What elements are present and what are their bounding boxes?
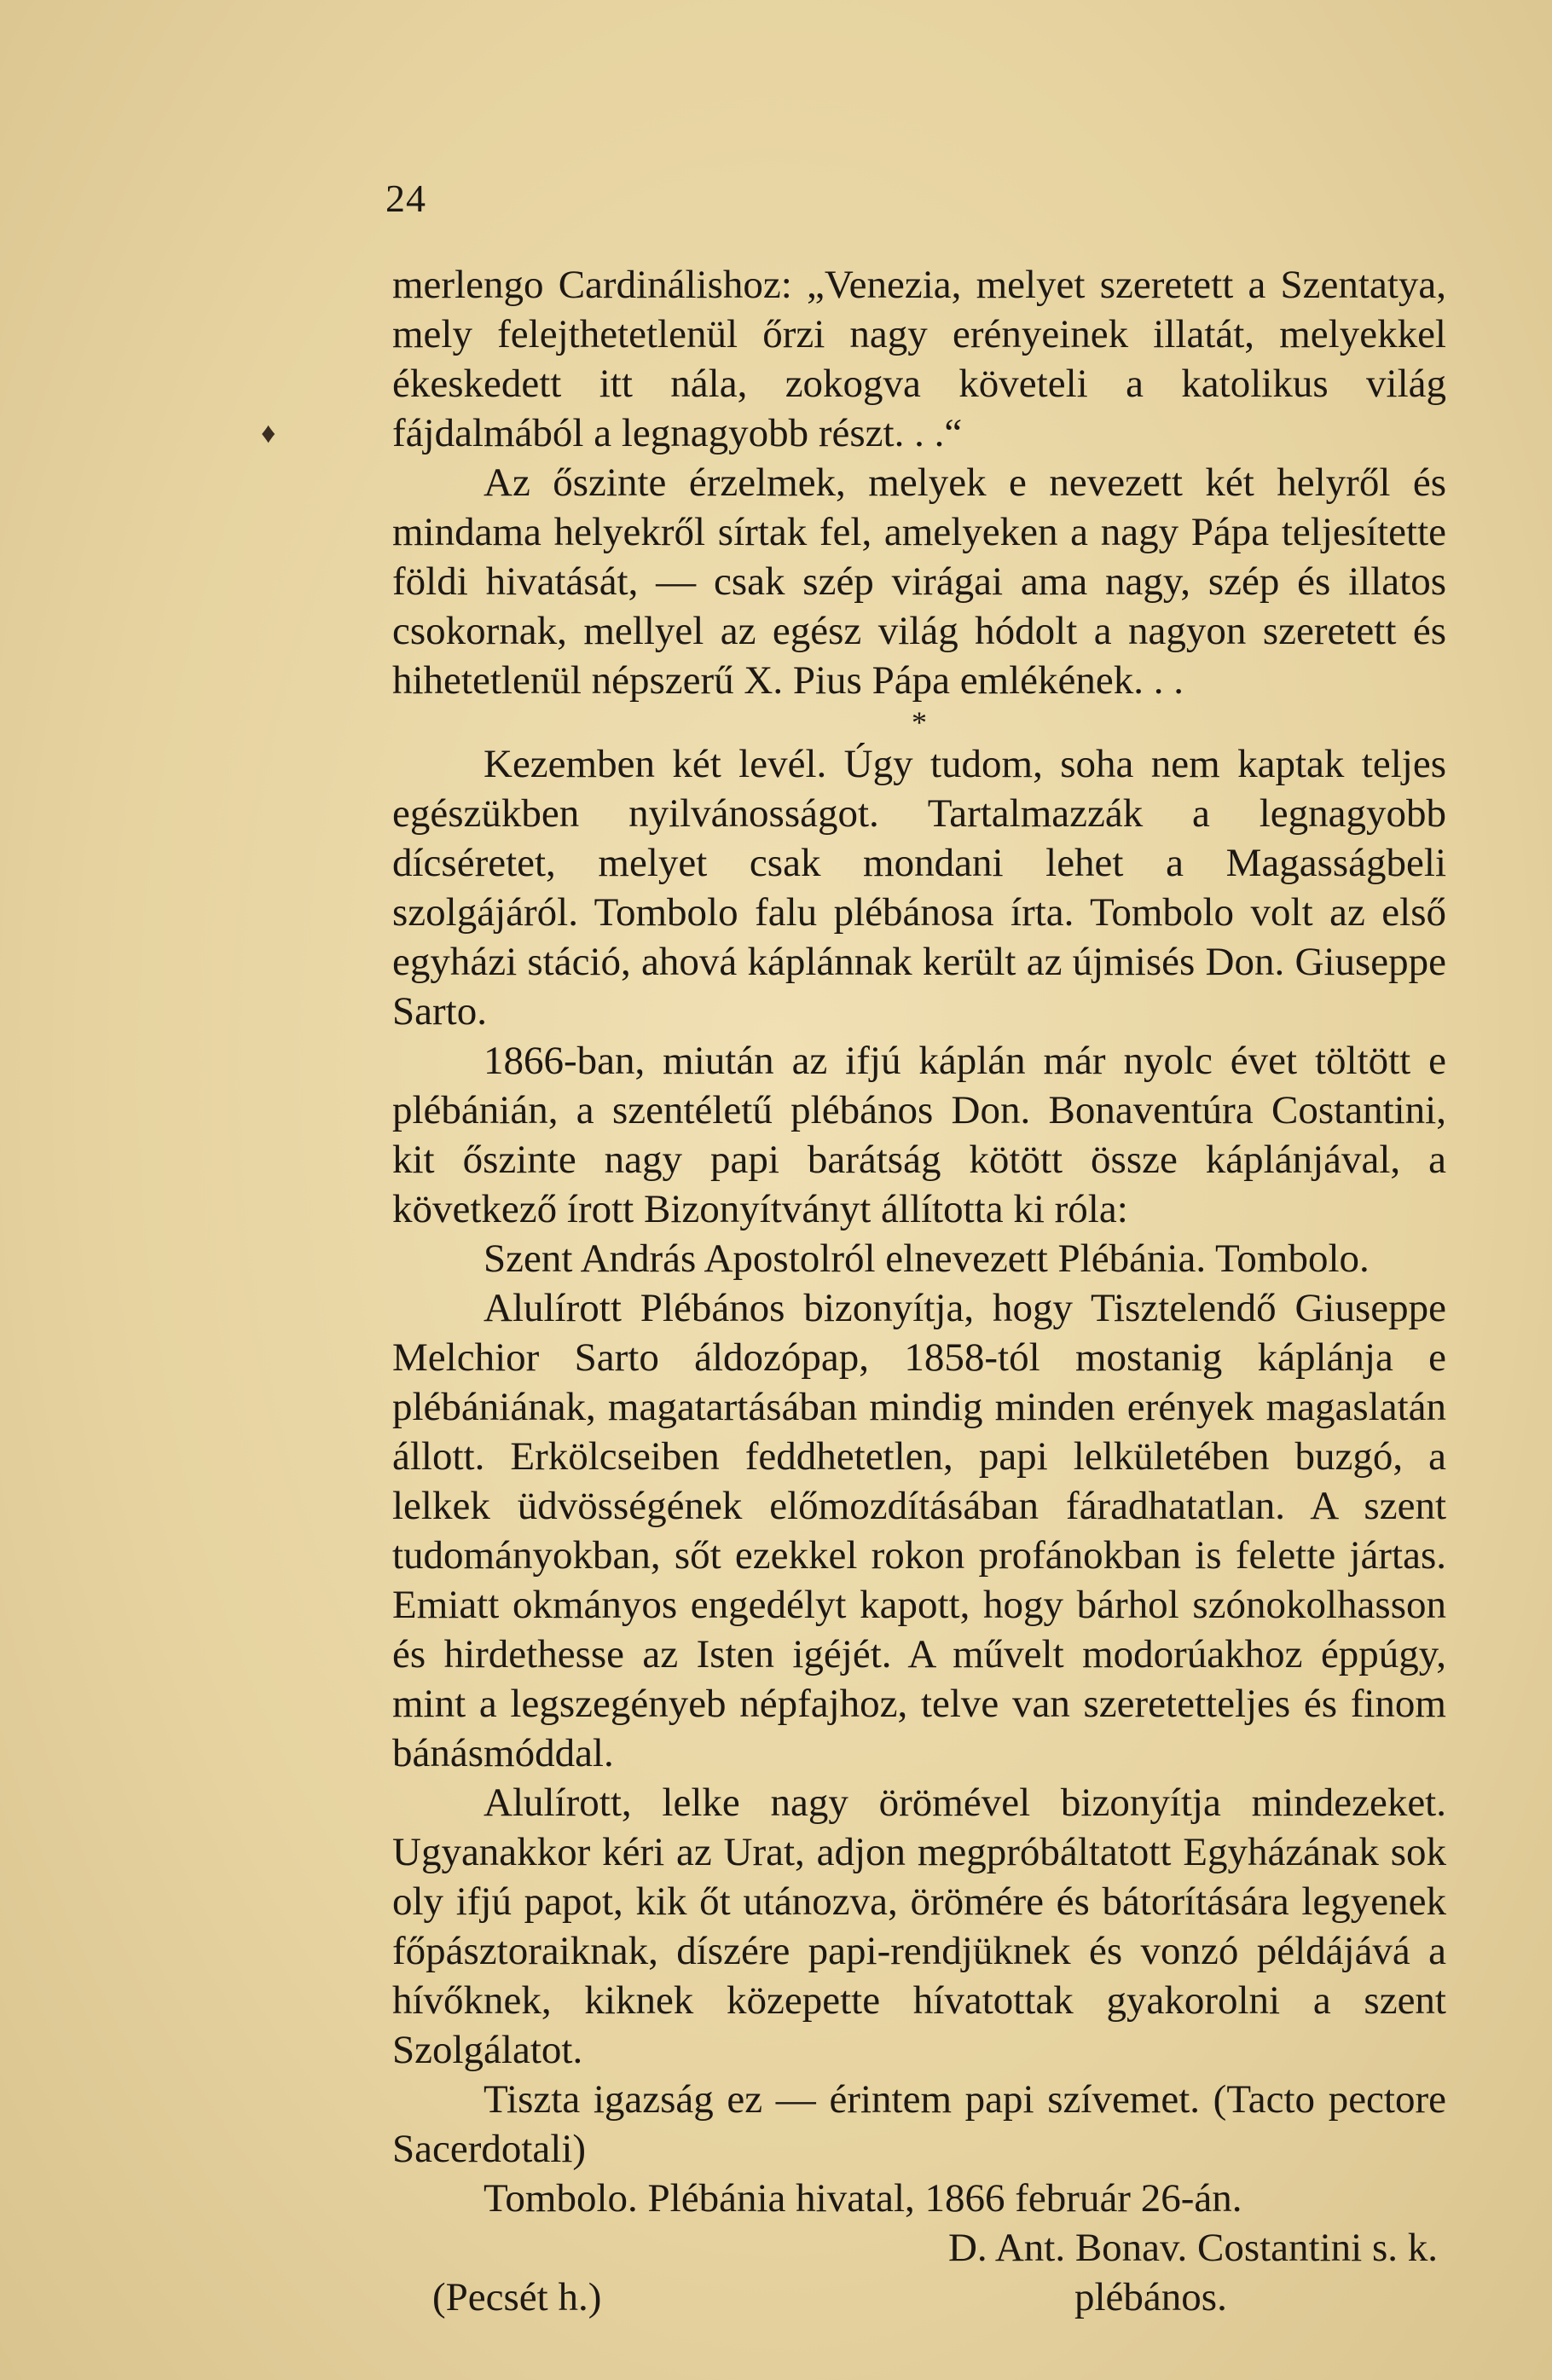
seal-label: (Pecsét h.) (432, 2275, 602, 2319)
paragraph-8: Tiszta igazság ez — érintem papi szívemet. (Tacto pectore Sacerdotali) (392, 2077, 1446, 2171)
paragraph-2: Az őszinte érzelmek, melyek e nevezett két helyről és mindama helyekről sírtak fel, amelyeken a nagy Pápa teljesítette földi hivatását, — csak szép virágai ama nagy, szép és illatos csokornak, mellyel az egész világ hódolt a nagyon szeretett és hihetetlenül népszerű X. Pius Pápa emlékének. . . (392, 460, 1446, 703)
paragraph-6: Alulírott Plébános bizonyítja, hogy Tisztelendő Giuseppe Melchior Sarto áldozópap, 1858-tól mostanig káplánja e plébániának, magatartásában mindig minden erények magaslatán állott. Erkölcseiben feddhetetlen, papi lelkületében buzgó, a lelkek üdvösségének előmozdításában fáradhatatlan. A szent tudományokban, sőt ezekkel rokon profánokban is felette jártas. Emiatt okmányos engedélyt kapott, hogy bárhol szónokolhasson és hirdethesse az Isten igéjét. A művelt modorúakhoz éppúgy, mint a legszegényeb népfajhoz, telve van szeretetteljes és finom bánásmóddal. (392, 1286, 1446, 1775)
paragraph-9: Tombolo. Plébánia hivatal, 1866 február 26-án. (484, 2176, 1242, 2221)
paragraph-5: Szent András Apostolról elnevezett Plébánia. Tombolo. (484, 1236, 1370, 1281)
seal-line (392, 2273, 1446, 2322)
signature-name: D. Ant. Bonav. Costantini s. k. (947, 2226, 1438, 2270)
paragraph-4: 1866-ban, miután az ifjú káplán már nyolc évet töltött e plébánián, a szentéletű plébános Don. Bonaventúra Costantini, kit őszinte nagy papi barátság kötött össze káplánjával, a következő írott Bizonyítványt állította ki róla: (392, 1039, 1446, 1231)
page-number: 24 (385, 177, 426, 220)
paragraph-3: Kezemben két levél. Úgy tudom, soha nem kaptak teljes egészükben nyilvánosságot. Tartalmazzák a legnagyobb dícséretet, melyet csak mondani lehet a Magasságbeli szolgájáról. Tombolo falu plébánosa írta. Tombolo volt az első egyházi stáció, ahová káplánnak került az újmisés Don. Giuseppe Sarto. (392, 742, 1446, 1034)
section-separator: * (912, 705, 927, 739)
paragraph-1: merlengo Cardinálishoz: „Venezia, melyet szeretett a Szentatya, mely felejthetetlenül őrzi nagy erényeinek illatát, melyekkel ékeskedett itt nála, zokogva követeli a katolikus világ fájdalmából a legnagyobb részt. . .“ (392, 263, 1446, 455)
signature-title: plébános. (1074, 2275, 1227, 2319)
paragraph-7: Alulírott, lelke nagy örömével bizonyítja mindezeket. Ugyanakkor kéri az Urat, adjon megpróbáltatott Egyházának sok oly ifjú papot, kik őt utánozva, örömére és bátorítására legyenek főpásztoraiknak, díszére papi-rendjüknek és vonzó példájává a hívőknek, kiknek közepette hívatottak gyakorolni a szent Szolgálatot. (392, 1781, 1446, 2072)
body-text (392, 260, 1446, 2322)
margin-mark-icon: ♦ (261, 418, 276, 449)
signature-line (392, 2223, 1446, 2273)
